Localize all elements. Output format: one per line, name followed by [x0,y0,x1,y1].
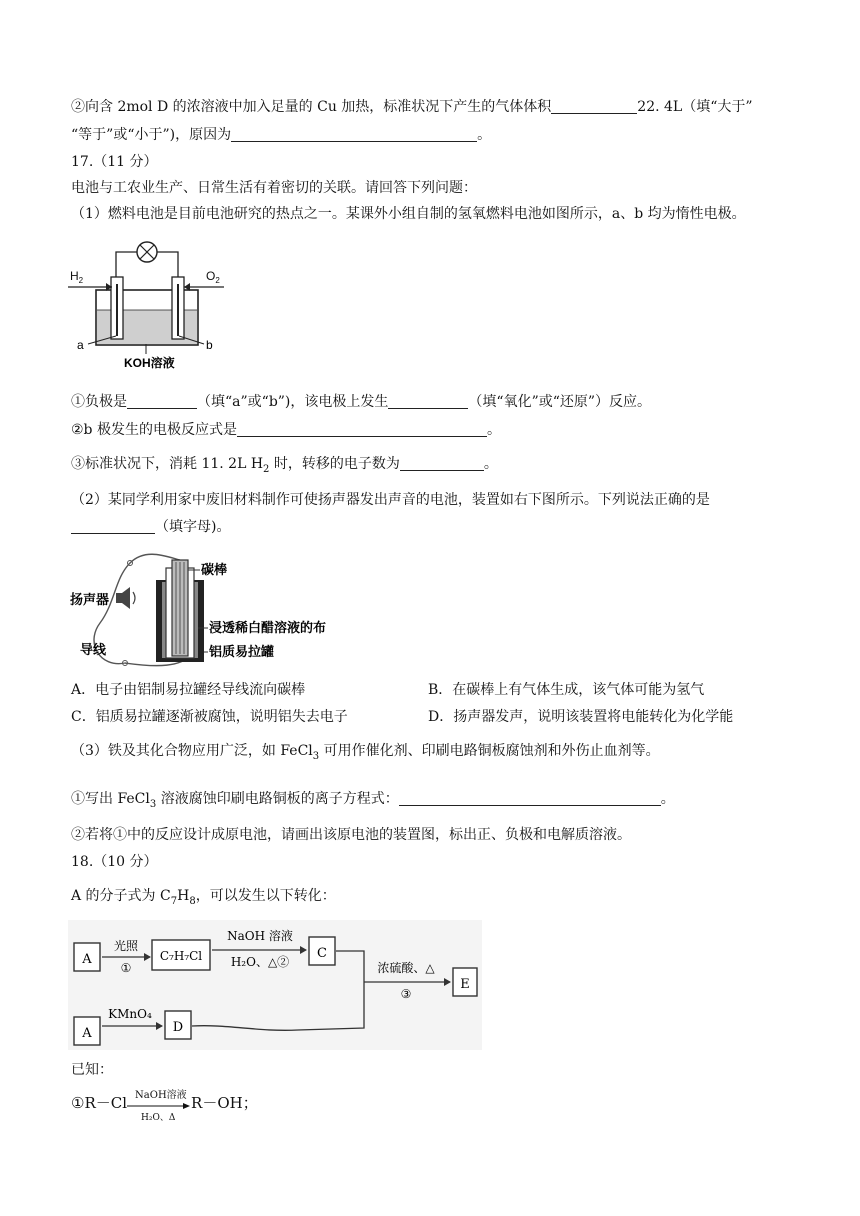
q17-heading: 17.（11 分） [71,154,158,170]
fuel-cell-figure [66,232,226,370]
speaker-battery-figure [70,548,340,670]
reaction-type-blank[interactable] [388,394,468,409]
q17-part3-sub: 3 [312,751,320,762]
arrow1-condition: 光照 [113,939,139,953]
q17-s4-end: 。 [660,791,675,807]
cloth-label: 浸透稀白醋溶液的布 [209,620,327,635]
o2-label: $O_2$ [206,269,220,285]
rule1-arrow [127,1090,191,1123]
q17-part3-line [71,741,660,767]
q18-formula-end: ，可以发生以下转化： [195,888,336,904]
q17-part1: （1）燃料电池是目前电池研究的热点之一。某课外小组自制的氢氧燃料电池如图所示，a、b 均为惰性电极。 [71,206,746,222]
box-a1-label: A [82,952,92,967]
q16-reason-blank[interactable] [231,127,477,142]
q16-reason-end: 。 [477,127,492,143]
rule1-arrow-bottom: H₂O、Δ [141,1113,176,1123]
q17-s4-line [71,789,675,815]
rule1-arrow-top: NaOH溶液 [135,1090,187,1101]
q17-s3-text: ③标准状况下，消耗 11. 2L H [71,456,264,472]
option-a[interactable]: A．电子由铝制易拉罐经导线流向碳棒 [71,682,306,698]
answer-letter-blank[interactable] [71,519,155,534]
q17-part2-line: （2）某同学利用家中废旧材料制作可使扬声器发出声音的电池，装置如右下图所示。下列说法正确的是 [71,492,710,508]
negative-electrode-blank[interactable] [127,394,197,409]
q17-s3-sub: 2 [263,464,270,475]
q17-s3-line [71,454,498,480]
electrode-a-label: a [77,338,84,352]
speaker-label: 扬声器 [70,592,110,607]
electron-count-blank[interactable] [400,456,484,471]
option-d[interactable]: D．扬声器发声，说明该装置将电能转化为化学能 [428,709,734,725]
q17-s2-text: ②b 极发生的电极反应式是 [71,422,237,438]
q17-part2-end: （填字母)。 [155,519,231,535]
q16-reason-line [71,125,491,145]
q16-part2-text2: 22. 4L（填“大于” [637,99,753,115]
q16-volume-blank[interactable] [551,99,637,114]
arrow4-condition: KMnO₄ [108,1007,152,1021]
q16-part2-line [71,97,753,117]
box-c7h7cl-label: C₇H₇Cl [159,949,203,963]
speaker-icon [116,593,122,603]
arrow1-step: ① [120,961,132,975]
box-c-label: C [317,946,327,961]
q17-s3-text2: 时，转移的电子数为 [269,456,400,472]
box-e-label: E [460,977,470,992]
q16-reason-text: “等于”或“小于”)，原因为 [71,127,232,143]
reaction-scheme [68,920,482,1050]
ionic-equation-blank[interactable] [399,791,661,806]
q18-heading: 18.（10 分） [71,854,158,870]
q17-part3-text: （3）铁及其化合物应用广泛，如 FeCl [71,743,313,759]
electrode-b-label: b [206,338,213,352]
electrode-equation-blank[interactable] [237,422,487,437]
q18-formula-h: H [177,888,190,904]
known-label: 已知： [71,1062,113,1078]
arrow2-condition: NaOH 溶液 [227,929,293,943]
arrow3-step: ③ [400,987,412,1001]
q17-s3-end: 。 [483,456,498,472]
q17-s1-text: ①负极是 [71,394,127,410]
q17-s4-text2: 溶液腐蚀印刷电路铜板的离子方程式： [156,791,399,807]
q17-s1-text2: （填“a”或“b”)，该电极上发生 [197,394,389,410]
q17-s2-line [71,420,501,440]
arrow2-step: H₂O、△② [230,955,290,969]
q17-part2-line2 [71,517,230,537]
carbon-rod-label: 碳棒 [201,562,228,577]
q18-formula-sub1: 7 [170,896,178,907]
q17-s5-line: ②若将①中的反应设计成原电池，请画出该原电池的装置图，标出正、负极和电解质溶液。 [71,827,631,843]
rule1-product: R－OH； [191,1094,258,1112]
h2-label: $H_2$ [70,269,84,285]
q18-formula-line [71,886,336,912]
q17-part3-text2: 可用作催化剂、印刷电路铜板腐蚀剂和外伤止血剂等。 [319,743,660,759]
q18-formula-text: A 的分子式为 C [71,888,171,904]
option-c[interactable]: C．铝质易拉罐逐渐被腐蚀，说明铝失去电子 [71,709,348,725]
box-a2-label: A [82,1026,92,1041]
q17-s1-text3: （填“氧化”或“还原”）反应。 [468,394,652,410]
q17-s4-text: ①写出 FeCl [71,791,150,807]
wire-label: 导线 [80,642,107,657]
q17-s1-line [71,392,651,412]
q16-part2-text: ②向含 2mol D 的浓溶液中加入足量的 Cu 加热，标准状况下产生的气体体积 [71,99,552,115]
can-label: 铝质易拉罐 [209,644,275,659]
rule1-line [71,1090,258,1123]
q17-s2-end: 。 [486,422,501,438]
q18-formula-sub2: 8 [189,896,196,907]
arrow3-condition: 浓硫酸、△ [377,961,435,975]
option-b[interactable]: B．在碳棒上有气体生成，该气体可能为氢气 [428,682,705,698]
rule1-reactant: ①R－Cl [71,1094,128,1112]
q17-intro: 电池与工农业生产、日常生活有着密切的关联。请回答下列问题： [71,180,477,196]
koh-label: KOH溶液 [124,356,175,370]
q17-s4-sub: 3 [149,799,157,810]
box-d-label: D [172,1020,184,1035]
